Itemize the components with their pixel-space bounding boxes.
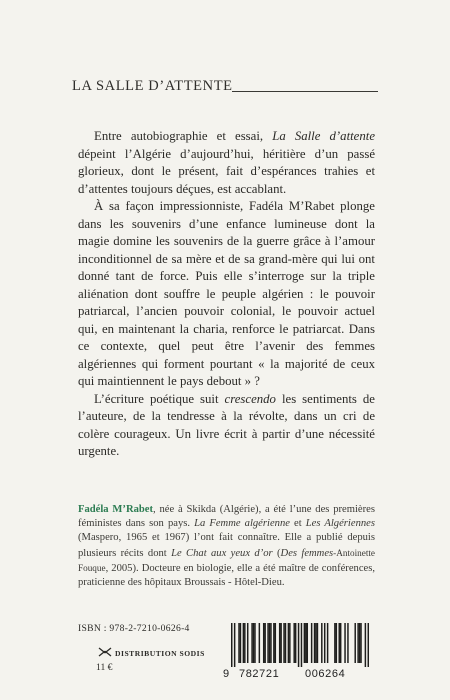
barcode-bar bbox=[283, 623, 284, 663]
barcode-bar bbox=[254, 623, 255, 663]
barcode-bar bbox=[267, 623, 268, 663]
book-title-italic: La Salle d’attente bbox=[272, 129, 375, 143]
barcode-bar bbox=[263, 623, 264, 663]
barcode-bar bbox=[231, 623, 232, 667]
barcode-bar bbox=[293, 623, 294, 663]
barcode-bar bbox=[311, 623, 312, 663]
book-title-italic: Le Chat aux yeux d’or bbox=[171, 547, 273, 559]
barcode-bar bbox=[238, 623, 239, 663]
barcode-bar bbox=[315, 623, 316, 663]
barcode-bar bbox=[247, 623, 248, 663]
publisher-name-suffix: -Antoinette Fouque bbox=[78, 547, 375, 573]
barcode-bar bbox=[324, 623, 325, 663]
barcode-bar bbox=[344, 623, 345, 663]
blurb-paragraph-3 bbox=[78, 391, 375, 461]
distribution-label: DISTRIBUTION SODIS bbox=[115, 649, 205, 658]
barcode-bar bbox=[269, 623, 270, 663]
barcode-bar bbox=[243, 623, 244, 663]
barcode-bar bbox=[288, 623, 289, 663]
barcode-bar bbox=[275, 623, 276, 663]
barcode-bar bbox=[347, 623, 348, 663]
barcode-bar bbox=[317, 623, 318, 663]
barcode-group-left: 782721 bbox=[239, 668, 280, 680]
bio-text: (Maspero, 1965 et 1967) l’ont fait connaître. Elle a publié depuis plusieurs récits dont bbox=[78, 532, 375, 559]
book-title-italic: Les Algériennes bbox=[305, 518, 375, 530]
barcode-bar bbox=[240, 623, 241, 663]
barcode-bar bbox=[259, 623, 260, 663]
barcode-bar bbox=[314, 623, 315, 663]
blurb bbox=[78, 128, 375, 461]
publisher-name: Des femmes bbox=[280, 547, 334, 559]
bio-text: et bbox=[289, 518, 306, 530]
barcode-bar bbox=[334, 623, 335, 663]
barcode-bars bbox=[231, 623, 369, 667]
barcode-bar bbox=[327, 623, 328, 663]
barcode-bar bbox=[298, 623, 299, 667]
bio-text: , 2005). Docteure en biologie, elle a été maître de conférences, praticienne des hôpitaux Broussais - Hôtel-Dieu. bbox=[78, 562, 375, 589]
barcode-bar bbox=[359, 623, 360, 663]
barcode-bar bbox=[365, 623, 366, 667]
barcode-bar bbox=[336, 623, 337, 663]
barcode-lead-digit: 9 bbox=[223, 668, 230, 680]
barcode-bar bbox=[307, 623, 308, 663]
barcode-bar bbox=[270, 623, 271, 663]
barcode-bar bbox=[234, 623, 235, 667]
barcode-bar bbox=[340, 623, 341, 663]
blurb-text: L’écriture poétique suit bbox=[94, 391, 225, 406]
barcode-bar bbox=[368, 623, 369, 667]
barcode-group-right: 006264 bbox=[305, 668, 346, 680]
sodis-logo-icon bbox=[98, 645, 112, 657]
author-bio bbox=[78, 503, 375, 590]
bio-text: , née à Skikda (Algérie), a été l’une des premières féministes dans son pays. bbox=[78, 504, 375, 530]
title-rule bbox=[232, 91, 378, 92]
barcode-bar bbox=[279, 623, 280, 663]
blurb-paragraph-2: À sa façon impressionniste, Fadéla M’Rabet plonge dans les souvenirs d’une enfance lumineuse dont la magie domine les souvenirs de la guerre grâce à l’amour inconditionnel de sa mère et de sa grand-mère qui lui ont donné tant de force. Puis elle s’interroge sur la triple aliénation dont souffre le peuple algérien : le pouvoir patriarcal, l’ancien pouvoir colonial, le pouvoir actuel qui, en maintenant la charia, renforce le patriarcat. Dans ce contexte, quel peut être l’avenir des femmes algériennes qui forment pourtant « la majorité de ceux qui maintiennent le pays debout » ? bbox=[78, 199, 375, 388]
barcode-bar bbox=[273, 623, 274, 663]
bio-text: ( bbox=[272, 547, 281, 559]
blurb-text: Entre autobiographie et essai, bbox=[94, 129, 273, 143]
barcode-bar bbox=[244, 623, 245, 663]
barcode-bar bbox=[321, 623, 322, 663]
barcode-bar bbox=[338, 623, 339, 663]
barcode-bar bbox=[305, 623, 306, 663]
blurb-text: les sentiments de l’auteure, de la tendresse à la révolte, dans un cri de colère courageux. Un livre écrit à partir d’une nécessité urgente. bbox=[78, 391, 375, 458]
author-bio-paragraph bbox=[78, 503, 375, 590]
barcode-bar bbox=[289, 623, 290, 663]
barcode-bar bbox=[357, 623, 358, 663]
author-name: Fadéla M’Rabet bbox=[78, 504, 154, 515]
barcode-bar bbox=[301, 623, 302, 667]
blurb-text: dépeint l’Algérie d’aujourd’hui, héritière d’un passé glorieux, dont le présent, fait d’espérances trahies et d’attentes toujours déçues, est accablant. bbox=[78, 146, 375, 196]
book-title-italic: La Femme algérienne bbox=[194, 518, 290, 530]
barcode bbox=[223, 623, 371, 681]
barcode-bar bbox=[285, 623, 286, 663]
barcode-bar bbox=[253, 623, 254, 663]
barcode-bar bbox=[295, 623, 296, 663]
distribution-block bbox=[98, 643, 205, 657]
price-label: 11 € bbox=[96, 662, 113, 673]
barcode-bar bbox=[354, 623, 355, 663]
barcode-bar bbox=[251, 623, 252, 663]
barcode-bar bbox=[280, 623, 281, 663]
barcode-bar bbox=[304, 623, 305, 663]
italic-word: crescendo bbox=[224, 391, 276, 406]
cover-footer bbox=[78, 623, 375, 681]
barcode-bar bbox=[360, 623, 361, 663]
blurb-paragraph-1 bbox=[78, 128, 375, 198]
isbn-label: ISBN : 978-2-7210-0626-4 bbox=[78, 623, 190, 634]
barcode-bar bbox=[264, 623, 265, 663]
page-title: LA SALLE D’ATTENTE bbox=[72, 78, 233, 94]
header bbox=[72, 78, 378, 98]
